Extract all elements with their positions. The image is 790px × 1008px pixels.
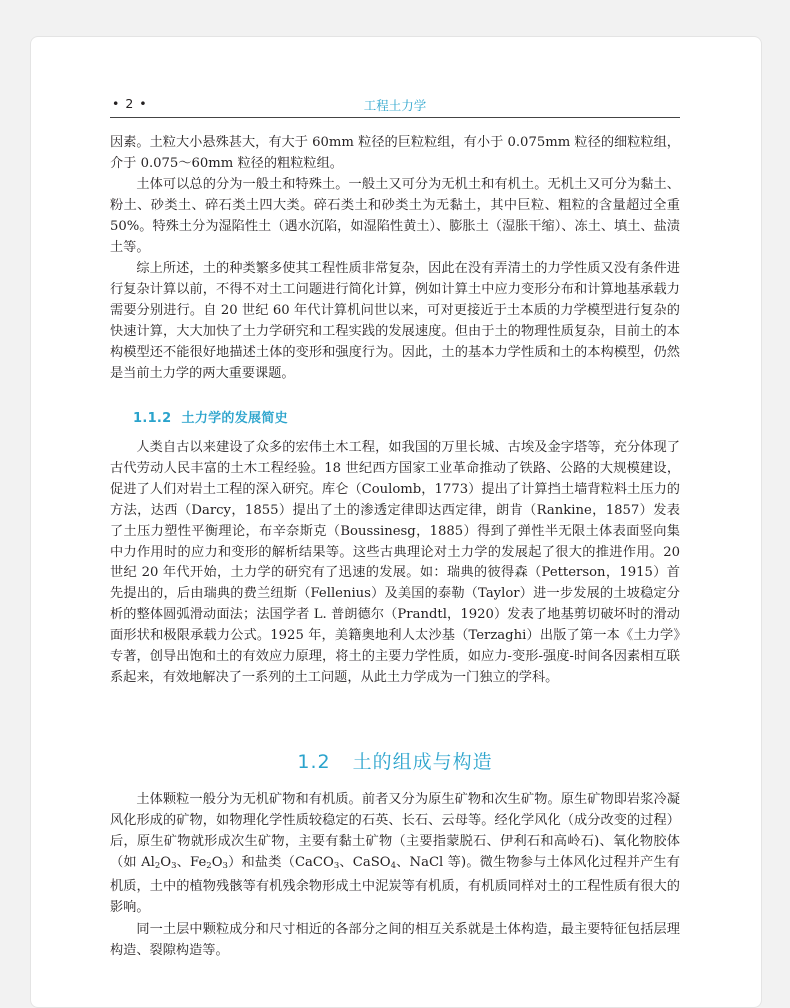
section-title: 土力学的发展简史: [181, 411, 288, 426]
section-heading: [133, 407, 288, 426]
chapter-title: 土的组成与构造: [352, 751, 493, 773]
running-title: 工程土力学: [363, 98, 427, 113]
section-number: 1.1.2: [133, 411, 172, 426]
paragraph: 土体可以总的分为一般土和特殊土。一般土又可分为无机土和有机土。无机土又可分为黏土、粉土、砂类土、碎石类土四大类。碎石类土和砂类土为无黏土，其中巨粒、粗粒的含量超过全重 50%。特殊土分为湿陷性土（遇水沉陷，如湿陷性黄土）、膨胀土（湿胀干缩）、冻土、填土、盐渍土等。: [110, 177, 680, 255]
page-header: [110, 95, 680, 118]
paragraph: 同一土层中颗粒成分和尺寸相近的各部分之间的相互关系就是土体构造，最主要特征包括层理构造、裂隙构造等。: [110, 922, 680, 958]
chapter-number: 1.2: [297, 751, 331, 773]
paragraph: 人类自古以来建设了众多的宏伟土木工程，如我国的万里长城、古埃及金字塔等，充分体现了古代劳动人民丰富的土木工程经验。18 世纪西方国家工业革命推动了铁路、公路的大规模建设，促进了人们对岩土工程的深入研究。库仑（Coulomb，1773）提出了计算挡土墙背粒料土压力的方法，达西（Darcy，1855）提出了土的渗透定律即达西定律，朗肯（Rankine，1857）发表了土压力塑性平衡理论，布辛奈斯克（Boussinesg，1885）得到了弹性半无限土体表面竖向集中力作用时的应力和变形的解析结果等。这些古典理论对土力学的发展起了很大的推进作用。20 世纪 20 年代开始，土力学的研究有了迅速的发展。如：瑞典的彼得森（Petterson，1915）首先提出的，后由瑞典的费兰纽斯（Fellenius）及美国的泰勒（Taylor）进一步发展的土坡稳定分析的整体圆弧滑动面法；法国学者 L. 普朗德尔（Prandtl，1920）发表了地基剪切破坏时的滑动面形状和极限承载力公式。1925 年，美籍奥地利人太沙基（Terzaghi）出版了第一本《土力学》专著，创导出饱和土的有效应力原理，将土的主要力学性质，如应力-变形-强度-时间各因素相互联系起来，有效地解决了一系列的土工问题，从此土力学成为一门独立的学科。: [110, 440, 680, 685]
chapter-heading: [0, 747, 790, 774]
page-number: • 2 •: [112, 96, 148, 111]
paragraph: 综上所述，土的种类繁多使其工程性质非常复杂，因此在没有弄清土的力学性质又没有条件进行复杂计算以前，不得不对土工问题进行简化计算，例如计算土中应力变形分布和计算地基承载力需要分别进行。自 20 世纪 60 年代计算机问世以来，可对更接近于土本质的力学模型进行复杂的快速计算，大大加快了土力学研究和工程实践的发展速度。但由于土的物理性质复杂，目前土的本构模型还不能很好地描述土体的变形和强度行为。因此，土的基本力学性质和土的本构模型，仍然是当前土力学的两大重要课题。: [110, 261, 680, 381]
paragraph: 土体颗粒一般分为无机矿物和有机质。前者又分为原生矿物和次生矿物。原生矿物即岩浆冷凝风化形成的矿物，如物理化学性质较稳定的石英、长石、云母等。经化学风化（成分改变的过程）后，原生矿物就形成次生矿物，主要有黏土矿物（主要指蒙脱石、伊利石和高岭石)、氧化物胶体（如 $Al_2O_3$、$Fe_2O_3$）和盐类（CaCO$_3$、CaSO$_4$、NaCl 等)。微生物参与土体风化过程并产生有机质，土中的植物残骸等有机残余物形成土中泥炭等有机质，有机质同样对土的工程性质有很大的影响。: [110, 792, 680, 915]
paragraph: 因素。土粒大小悬殊甚大，有大于 60mm 粒径的巨粒粒组，有小于 0.075mm 粒径的细粒粒组，介于 0.075～60mm 粒径的粗粒粒组。: [110, 135, 680, 171]
